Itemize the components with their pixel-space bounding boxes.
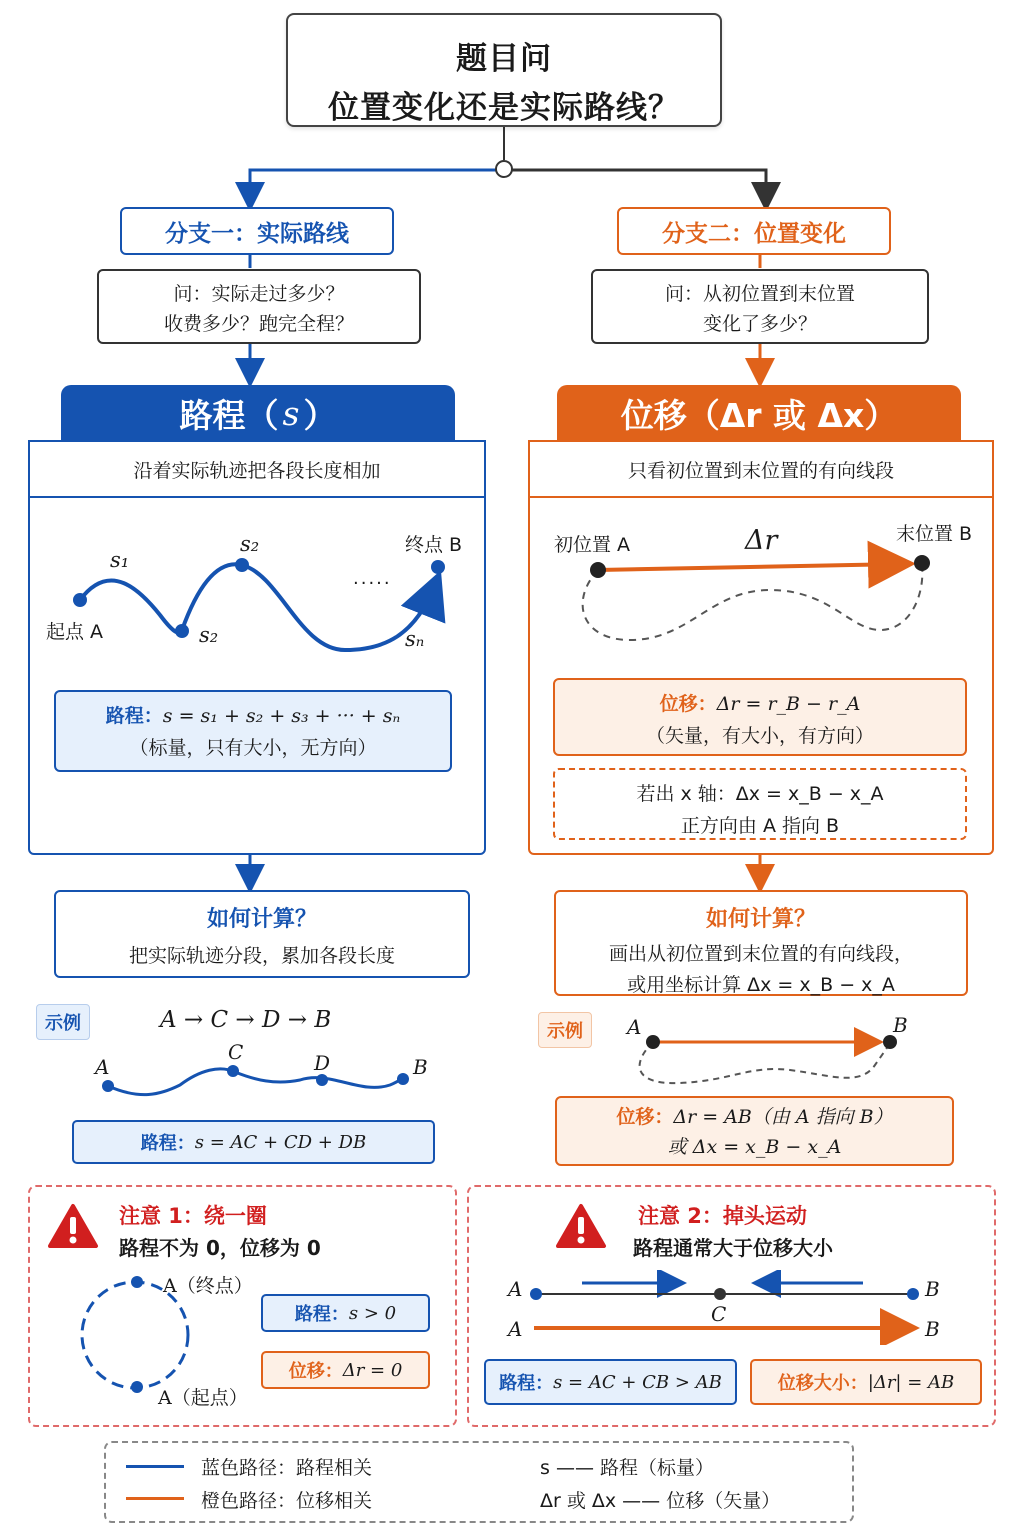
path-point-s2-high [235,558,249,572]
path-title-symbol: s [282,393,300,433]
note-2-path-pill [484,1359,737,1405]
warning-icon [47,1203,99,1249]
branch-right-q2: 变化了多少？ [702,313,817,335]
calc-right-line-2: 或用坐标计算 Δx = x_B − x_A [627,974,895,996]
path-title-text: 路程（ [179,395,279,435]
legend-r-definition: Δr 或 Δx —— 位移（矢量） [540,1490,781,1512]
note-1-text: 路程不为 0，位移为 0 [119,1236,321,1260]
disp-point-start [590,562,606,578]
question-line-2: 位置变化还是实际路线？ [328,90,680,126]
legend-blue-text: 蓝色路径：路程相关 [201,1457,373,1479]
path-point-start [73,593,87,607]
calc-right-box [554,890,968,996]
example-right-point-b [883,1035,897,1049]
path-label-dots: ····· [353,573,392,594]
example-left-label-b: B [413,1055,428,1079]
warning-icon [555,1203,607,1249]
path-point-s2-low [175,624,189,638]
path-label-s2-high: s₂ [240,532,260,556]
example-right-result-1: Δr = AB（由 A 指向 B） [673,1106,893,1128]
note-2-path-key: 路程： [499,1373,554,1394]
note-2-disp-value: |Δr| = AB [867,1371,955,1393]
example-left-result-value: s = AC + CD + DB [194,1131,367,1153]
calc-left-text: 把实际轨迹分段，累加各段长度 [128,945,395,967]
path-point-end [431,560,445,574]
disp-axis-line-1: 若出 x 轴：Δx = x_B − x_A [636,783,884,805]
path-formula-key: 路程： [105,705,163,727]
note-1-label-start: A（起点） [158,1387,248,1409]
note-2-label-a2: A [508,1317,523,1341]
note-1-disp-key: 位移： [288,1361,343,1382]
path-label-end: 终点 B [405,534,463,556]
example-left-label-c: C [228,1040,244,1064]
branch-right-label: 分支二：位置变化 [617,207,891,255]
note-2-point-c [714,1288,726,1300]
disp-formula: Δr = r_B − r_A [716,693,861,715]
branch-left-q1: 问：实际走过多少？ [173,283,345,305]
example-right-diagram [620,1025,910,1095]
example-left-point-d [316,1074,328,1086]
disp-vector [598,564,900,570]
note-1-point-start [131,1381,143,1393]
legend-s-definition: s —— 路程（标量） [540,1457,714,1479]
example-left-sequence: A → C → D → B [160,1007,332,1033]
example-left-label-a: A [95,1055,110,1079]
path-title-close: ） [303,395,337,435]
example-right-label-b: B [893,1013,908,1037]
example-right-result [555,1096,954,1166]
legend-blue-swatch [126,1465,184,1468]
note-1-path-key: 路程： [294,1304,349,1325]
path-title-tab [61,385,455,441]
disp-formula-note: （矢量，有大小，有方向） [645,725,874,747]
disp-axis-line-2: 正方向由 A 指向 B [680,815,840,837]
note-2-title: 注意 2：掉头运动 [638,1204,807,1228]
legend-orange-swatch [126,1497,184,1500]
disp-title-tab: 位移（Δr 或 Δx） [557,385,961,441]
branch-left-question [97,269,421,344]
note-2-disp-key: 位移大小： [777,1373,868,1394]
path-formula: s = s₁ + s₂ + s₃ + ··· + sₙ [162,705,401,727]
path-formula-note: （标量，只有大小，无方向） [129,737,377,759]
note-2-text: 路程通常大于位移大小 [633,1236,833,1260]
example-left-point-b [397,1073,409,1085]
example-right-point-a [646,1035,660,1049]
disp-dashed-path [583,565,923,640]
disp-subtitle: 只看初位置到末位置的有向线段 [530,442,992,498]
example-left-curve [90,1050,430,1110]
calc-left-box [54,890,470,978]
branch-right-q1: 问：从初位置到末位置 [664,283,855,305]
calc-left-title: 如何计算？ [206,907,317,932]
note-1-path-pill [261,1294,430,1332]
note-2-point-b [907,1288,919,1300]
note-2-label-b2: B [925,1317,940,1341]
example-right-label-a: A [627,1015,642,1039]
question-line-1: 题目问 [456,41,552,77]
disp-formula-box [553,678,967,756]
branch-left-q2: 收费多少？跑完全程？ [163,313,354,335]
path-label-sn: sₙ [405,627,425,651]
example-left-tag: 示例 [36,1004,90,1040]
disp-axis-box [553,768,967,840]
note-1-disp-value: Δr = 0 [342,1359,403,1381]
example-left-point-a [102,1080,114,1092]
disp-label-dr: Δr [745,525,778,556]
disp-label-end: 末位置 B [896,523,973,545]
note-2-label-b1: B [925,1277,940,1301]
question-box [286,13,722,127]
example-left-label-d: D [314,1051,331,1075]
note-1-disp-pill [261,1351,430,1389]
note-2-label-a1: A [508,1277,523,1301]
path-label-s2-low: s₂ [199,623,219,647]
branch-right-question [591,269,929,344]
path-label-start: 起点 A [46,621,104,643]
note-1-label-end: A（终点） [163,1275,253,1297]
disp-point-end [914,555,930,571]
note-2-path-value: s = AC + CB > AB [553,1371,722,1393]
path-label-s1: s₁ [110,548,130,572]
disp-label-start: 初位置 A [554,534,631,556]
branch-left-label: 分支一：实际路线 [120,207,394,255]
note-1-title: 注意 1：绕一圈 [119,1204,267,1228]
note-2-disp-pill [750,1359,982,1405]
path-subtitle: 沿着实际轨迹把各段长度相加 [30,442,484,498]
calc-right-line-1: 画出从初位置到末位置的有向线段， [608,943,913,965]
example-left-result [72,1120,435,1164]
example-right-result-2: 或 Δx = x_B − x_A [667,1136,842,1158]
path-formula-box [54,690,452,772]
example-left-point-c [227,1065,239,1077]
disp-formula-key: 位移： [659,693,717,715]
note-1-point-end [131,1276,143,1288]
note-1-path-value: s > 0 [348,1302,397,1324]
note-2-point-a [530,1288,542,1300]
example-left-result-key: 路程： [140,1133,195,1154]
example-right-tag: 示例 [538,1012,592,1048]
calc-right-title: 如何计算？ [705,907,816,932]
legend-orange-text: 橙色路径：位移相关 [201,1490,373,1512]
note-2-label-c: C [711,1302,727,1326]
example-right-result-key: 位移： [616,1106,674,1128]
